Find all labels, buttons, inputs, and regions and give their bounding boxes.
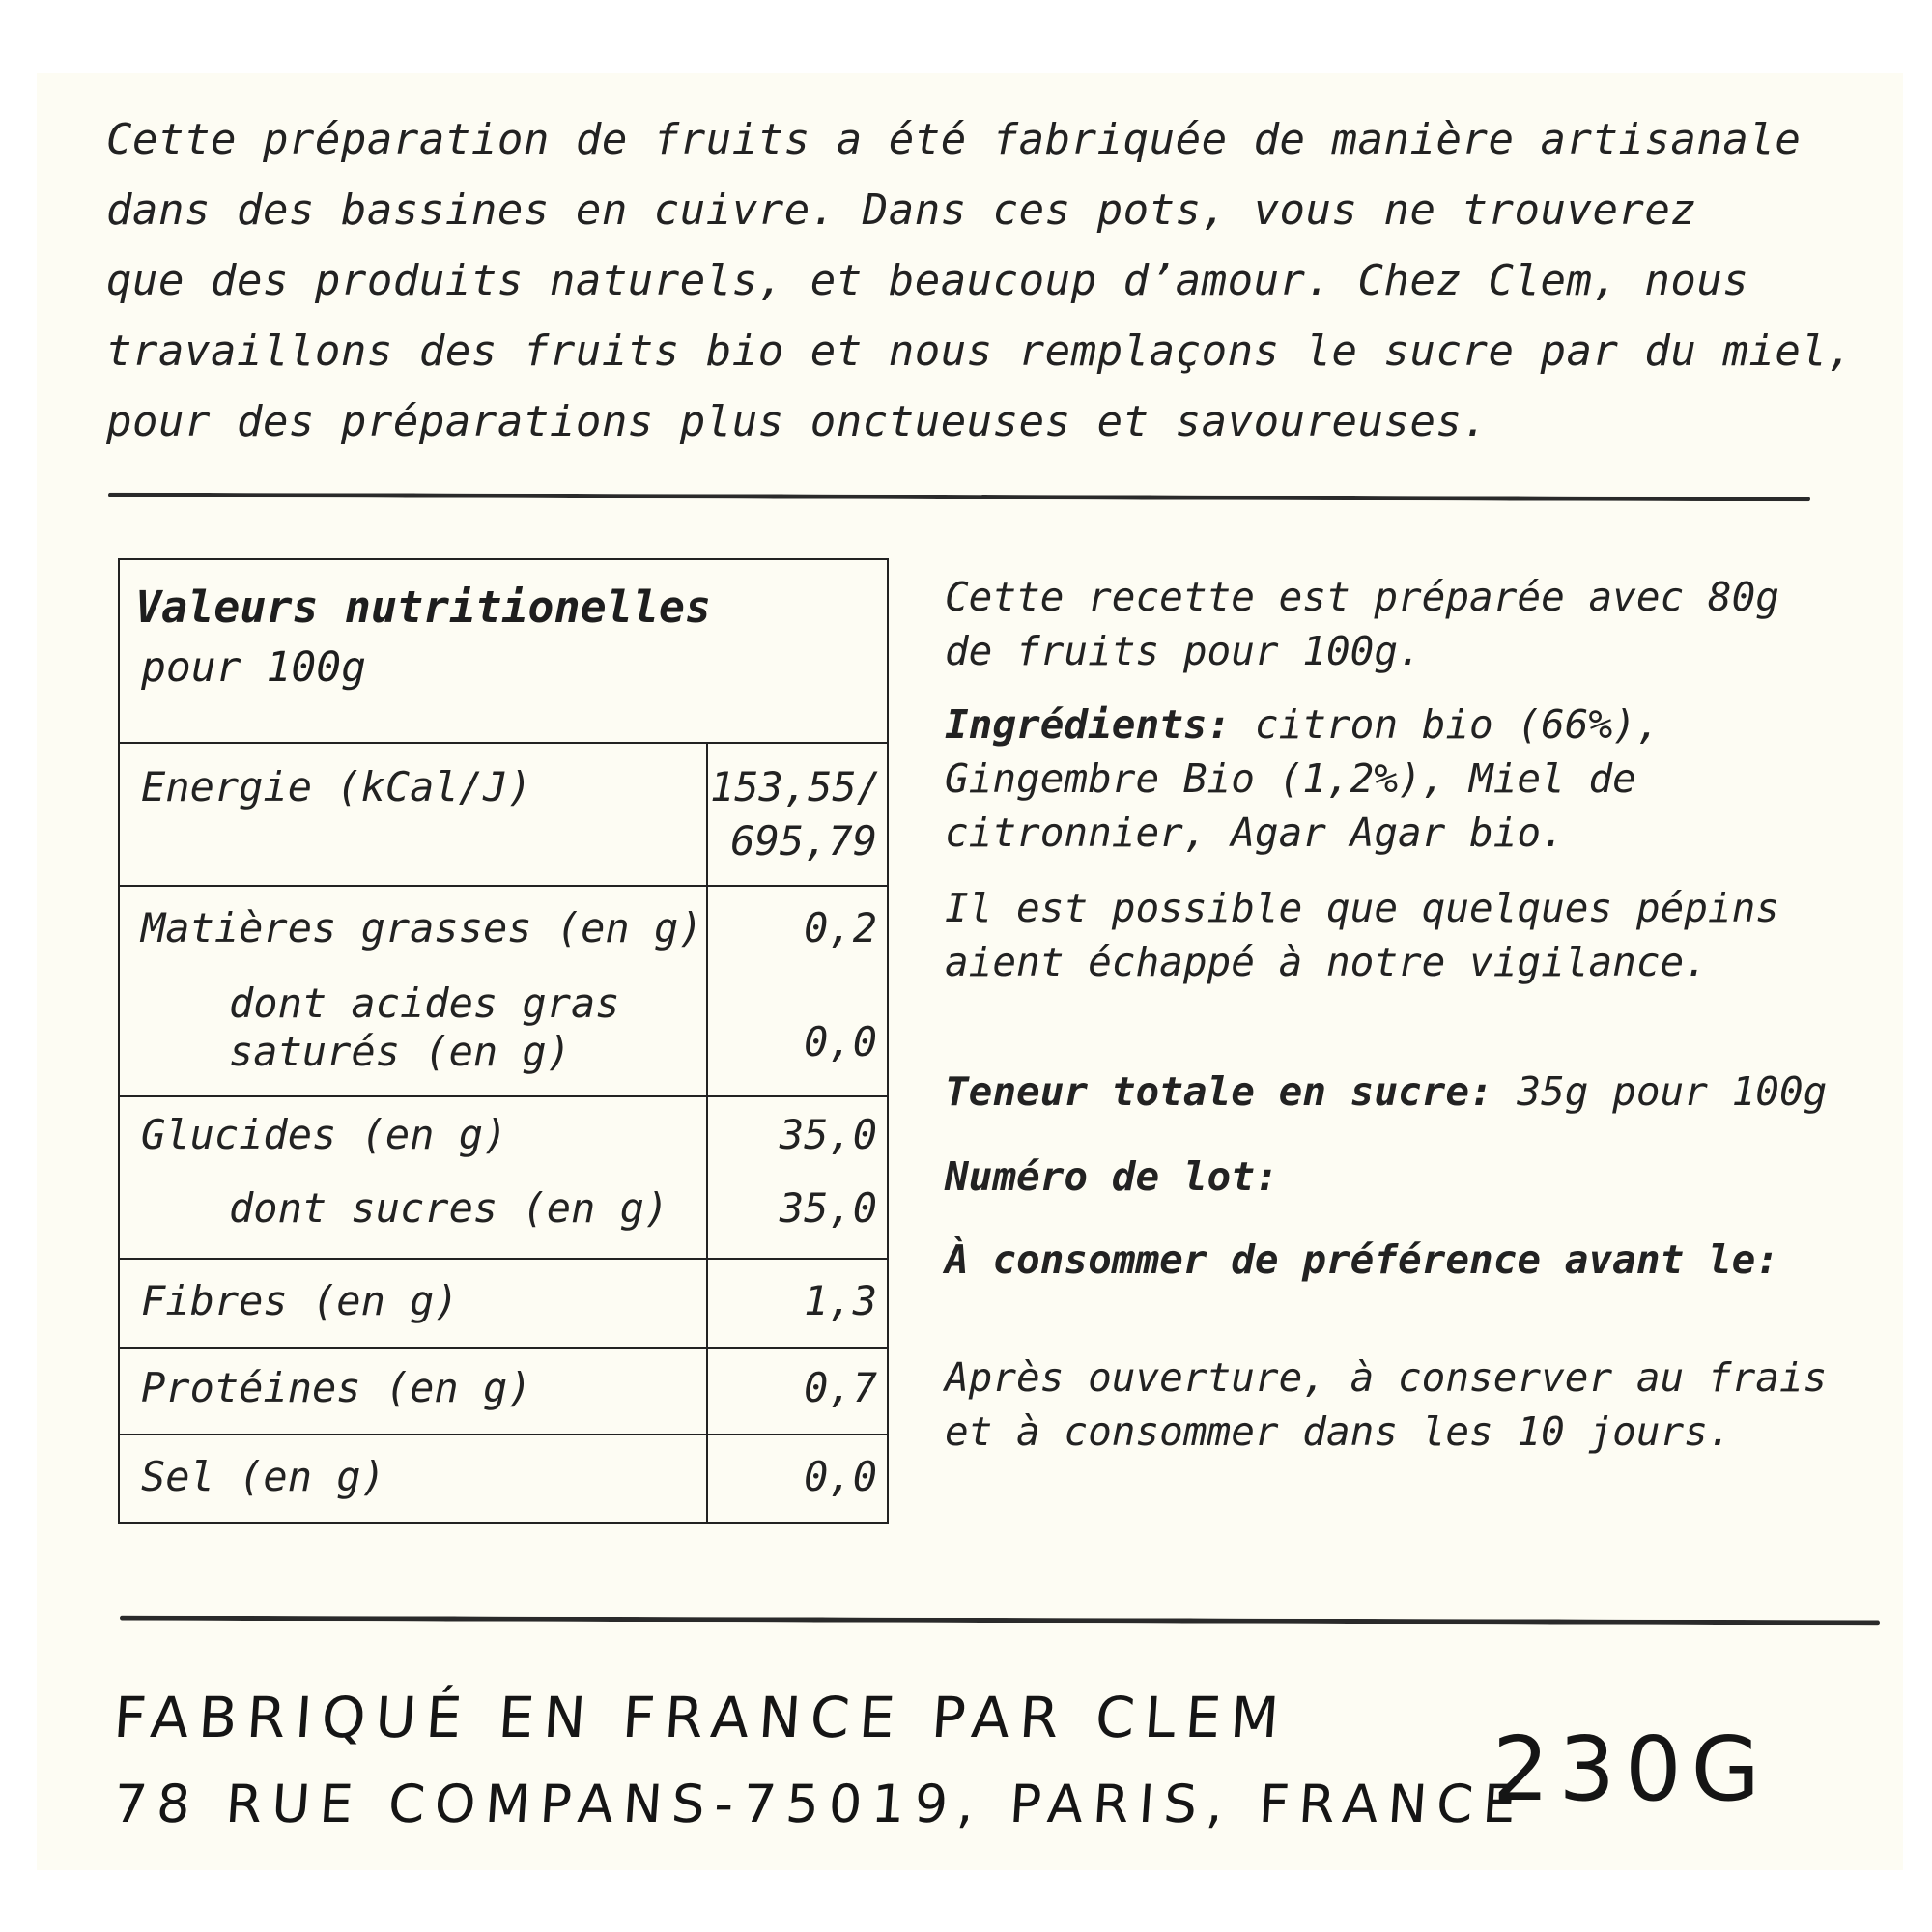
intro-line: travaillons des fruits bio et nous remplaçons le sucre par du miel,	[106, 327, 1854, 376]
storage-info	[945, 1350, 1891, 1459]
table-row	[120, 1260, 887, 1349]
sugars-value: 35,0	[779, 1184, 877, 1232]
ingredients-text: citron bio (66%),	[1231, 701, 1661, 748]
fat-label: Matières grasses (en g)	[141, 904, 703, 952]
fibre-label: Fibres (en g)	[141, 1277, 459, 1324]
carbs-label: Glucides (en g)	[141, 1111, 508, 1158]
net-weight: 230G	[1492, 1718, 1770, 1821]
lot-number	[945, 1150, 1891, 1204]
pips-text: Il est possible que quelques pépins	[945, 885, 1779, 931]
table-header-row	[120, 560, 887, 744]
saturated-label: dont acides gras	[229, 980, 620, 1027]
saturated-value: 0,0	[804, 1018, 877, 1065]
protein-value: 0,7	[804, 1364, 877, 1411]
table-row	[120, 1435, 887, 1522]
nutrition-table	[118, 558, 889, 1524]
protein-label: Protéines (en g)	[141, 1364, 532, 1411]
lot-label: Numéro de lot:	[945, 1153, 1279, 1200]
sugar-content	[945, 1065, 1891, 1119]
recipe-text: de fruits pour 100g.	[945, 628, 1422, 674]
recipe-info	[945, 570, 1891, 678]
fibre-value: 1,3	[804, 1277, 877, 1324]
intro-line: Cette préparation de fruits a été fabriquée de manière artisanale	[106, 115, 1802, 164]
salt-value: 0,0	[804, 1453, 877, 1500]
pips-text: aient échappé à notre vigilance.	[945, 939, 1708, 985]
table-row	[120, 1349, 887, 1435]
carbs-value: 35,0	[779, 1111, 877, 1158]
energy-label: Energie (kCal/J)	[141, 763, 532, 810]
storage-text: Après ouverture, à conserver au frais	[945, 1354, 1828, 1401]
manufacturer-line: FABRIQUÉ EN FRANCE PAR CLEM	[111, 1685, 1292, 1750]
best-before	[945, 1233, 1891, 1287]
address-line: 78 RUE COMPANS-75019, PARIS, FRANCE	[111, 1774, 1528, 1834]
storage-text: et à consommer dans les 10 jours.	[945, 1408, 1732, 1455]
table-row	[120, 887, 887, 1097]
intro-paragraph	[106, 104, 1903, 457]
ingredients-text: citronnier, Agar Agar bio.	[945, 810, 1565, 856]
best-before-label: À consommer de préférence avant le:	[945, 1236, 1779, 1283]
table-row	[120, 1097, 887, 1260]
salt-label: Sel (en g)	[141, 1453, 385, 1500]
energy-value-j: 695,79	[730, 817, 877, 865]
ingredients-info	[945, 697, 1891, 860]
table-title: Valeurs nutritionelles	[135, 582, 712, 633]
sugar-value: 35g pour 100g	[1492, 1068, 1828, 1115]
intro-line: pour des préparations plus onctueuses et savoureuses.	[106, 397, 1489, 446]
pips-warning	[945, 881, 1891, 989]
sugars-label: dont sucres (en g)	[229, 1184, 669, 1232]
ingredients-text: Gingembre Bio (1,2%), Miel de	[945, 755, 1636, 802]
saturated-label: saturés (en g)	[229, 1028, 572, 1075]
intro-line: dans des bassines en cuivre. Dans ces pots, vous ne trouverez	[106, 185, 1697, 235]
ingredients-label: Ingrédients:	[945, 701, 1232, 748]
table-subtitle: pour 100g	[141, 643, 366, 692]
sugar-label: Teneur totale en sucre:	[945, 1068, 1493, 1115]
intro-line: que des produits naturels, et beaucoup d’amour. Chez Clem, nous	[106, 256, 1749, 305]
energy-value-kcal: 153,55/	[709, 763, 881, 810]
recipe-text: Cette recette est préparée avec 80g	[945, 574, 1779, 620]
fat-value: 0,2	[804, 904, 877, 952]
table-row	[120, 744, 887, 887]
